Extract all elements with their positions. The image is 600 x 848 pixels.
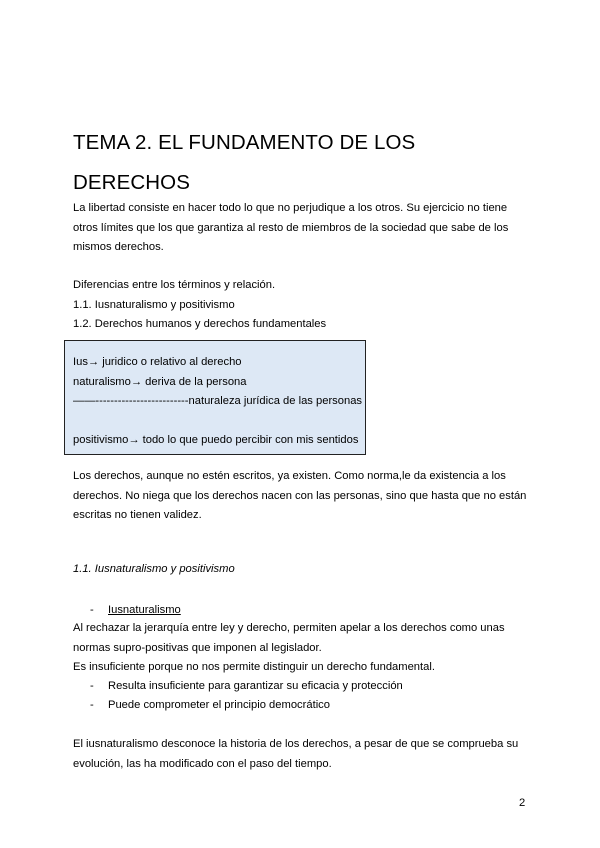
title-line-2: DERECHOS bbox=[73, 171, 190, 194]
intro-line: La libertad consiste en hacer todo lo que no perjudique a los otros. Su ejercicio no tiene bbox=[73, 202, 508, 214]
bullet-eficacia bbox=[90, 677, 403, 697]
rights-line: derechos. No niega que los derechos nacen con las personas, sino que hasta que no están bbox=[73, 489, 527, 502]
differences-line: Diferencias entre los términos y relación. bbox=[73, 279, 276, 291]
closing-paragraph bbox=[73, 735, 533, 774]
bullet-dash: - bbox=[90, 680, 94, 692]
closing-line: El iusnaturalismo desconoce la historia de los derechos, a pesar de que se comprueba su bbox=[73, 738, 519, 750]
bullet-dash: - bbox=[90, 699, 94, 711]
iusnaturalismo-bullet bbox=[90, 601, 181, 621]
definitions-text bbox=[73, 353, 363, 451]
iusnaturalismo-line: normas supro-positivas que imponen al legislador. bbox=[73, 641, 322, 654]
rights-line: escritas no tienen validez. bbox=[73, 509, 202, 521]
bullet-text: Puede comprometer el principio democrático bbox=[108, 699, 330, 711]
definition-spacer bbox=[73, 412, 363, 432]
rights-paragraph bbox=[73, 467, 533, 526]
definitions-box bbox=[64, 340, 366, 455]
title-line-1: TEMA 2. EL FUNDAMENTO DE LOS bbox=[73, 131, 416, 154]
bullet-text: Resulta insuficiente para garantizar su eficacia y protección bbox=[108, 680, 403, 692]
iusnaturalismo-line: Es insuficiente porque no nos permite distinguir un derecho fundamental. bbox=[73, 661, 435, 673]
intro-line: mismos derechos. bbox=[73, 241, 164, 253]
page-title bbox=[73, 123, 533, 203]
rights-line: Los derechos, aunque no estén escritos, ya existen. Como norma,le da existencia a los bbox=[73, 470, 506, 482]
differences-line: 1.2. Derechos humanos y derechos fundamentales bbox=[73, 318, 327, 330]
differences-line: 1.1. Iusnaturalismo y positivismo bbox=[73, 298, 235, 311]
closing-line: evolución, las ha modificado con el paso del tiempo. bbox=[73, 757, 332, 770]
intro-line: otros límites que los que garantiza al resto de miembros de la sociedad que sabe de los bbox=[73, 221, 509, 234]
iusnaturalismo-line: Al rechazar la jerarquía entre ley y derecho, permiten apelar a los derechos como unas bbox=[73, 622, 505, 634]
differences-paragraph bbox=[73, 276, 533, 335]
definition-ius: Ius→ juridico o relativo al derecho bbox=[73, 356, 242, 368]
iusnaturalismo-paragraph bbox=[73, 619, 533, 678]
section-heading: 1.1. Iusnaturalismo y positivismo bbox=[73, 563, 235, 575]
page-number: 2 bbox=[519, 797, 526, 809]
iusnaturalismo-label: Iusnaturalismo bbox=[108, 604, 181, 616]
bullet-democratico bbox=[90, 696, 330, 716]
definition-naturaleza: ——-------------------------naturaleza jurídica de las personas bbox=[73, 395, 363, 407]
definition-naturalismo: naturalismo→ deriva de la persona bbox=[73, 375, 247, 388]
intro-paragraph bbox=[73, 199, 533, 258]
definition-positivismo: positivismo→ todo lo que puedo percibir con mis sentidos bbox=[73, 434, 359, 446]
bullet-dash: - bbox=[90, 604, 94, 616]
